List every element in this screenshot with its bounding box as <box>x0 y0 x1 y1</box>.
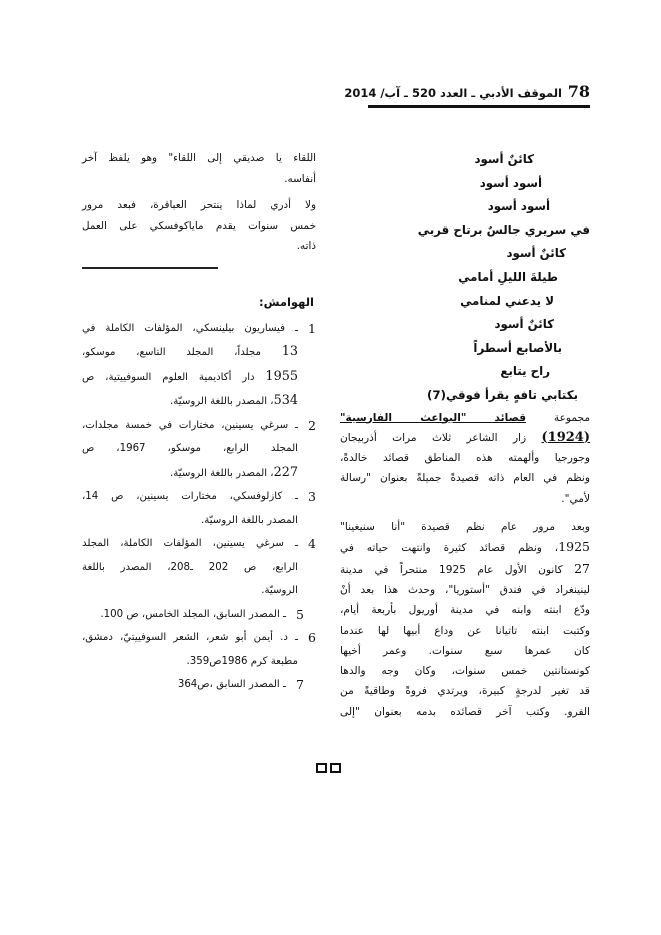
text-line: ذاته. <box>296 240 316 252</box>
text-line: اللقاء يا صديقي إلى اللقاء" وهو يلفظ آخر <box>82 152 316 164</box>
footnote: 4 ـ سرغي يسينين، المؤلفات الكاملة، المجلد الرابع، ص 202 ـ208، المصدر باللغة الروسيّة. <box>82 532 316 603</box>
section-divider <box>82 267 218 269</box>
text-line: لأمي". <box>561 492 590 505</box>
text-line: ودّع ابنته وابنه في مدينة أوريول بأربعة أيام، <box>340 604 590 617</box>
left-column <box>82 148 316 697</box>
text-line: وجورجيا وألهمته هذه المناطق قصائد خالدةً، <box>340 452 590 465</box>
collection-title: قصائد "البواعث الفارسية" <box>340 411 527 424</box>
poem-line: أسود أسود <box>487 199 550 214</box>
poem-line: كائنٌ أسود <box>494 317 554 332</box>
text-line: قد تغير لدرجةٍ كبيرة، ويرتدي فروةً وطاقيةً من <box>340 685 590 698</box>
paragraph-geniuses <box>82 195 316 257</box>
poem-line: كائنٌ أسود <box>506 246 566 261</box>
footnote-number: 1 <box>308 320 316 336</box>
poem-line: بكتابي تافهٍ يقرأ فوقي(7) <box>426 387 578 402</box>
paragraph-farewell <box>82 148 316 189</box>
square-icon <box>316 763 327 773</box>
text-line: وكتبت ابنته تاتيانا عن وداع أبيها لها عندما <box>340 624 590 637</box>
right-column <box>340 148 590 722</box>
poem-line: أسود أسود <box>479 175 542 190</box>
footnote: 6 ـ د. أيمن أبو شعر، الشعر السوفييتيّ، دمشق، مطبعة كرم 1986ص359. <box>82 626 316 673</box>
poem-line: كائنٌ أسود <box>474 152 534 166</box>
year-1924: (1924) <box>541 429 590 445</box>
poem-line: لا يدعني لمنامي <box>460 293 554 308</box>
square-icon <box>330 763 341 773</box>
text-line: وبعد مرور عام نظم قصيدة "أنا سنيغينا" <box>340 521 590 534</box>
text-line: ونظم في العام ذاته قصيدةً جميلةً بعنوان "رسالة <box>340 472 590 485</box>
text-line: خمس سنوات يقدم ماياكوفسكي على العمل <box>82 219 316 232</box>
text-line: مجموعة قصائد "البواعث الفارسية" <box>340 411 590 424</box>
text-line: كان عمرها سبع سنوات. وعمر أخيها <box>340 644 590 657</box>
footnotes-list <box>82 317 316 697</box>
footnote: 1 ـ فيساريون بيلينسكي، المؤلفات الكاملة في 13 مجلداً، المجلد التاسع، موسكو، 1955 دار أكاديمية العلوم السوفييتية، ص 534، المصدر باللغة الروسيّة. <box>82 317 316 414</box>
text-line: الفرو. وكتب آخر قصائده بدمه بعنوان "إلى <box>340 705 590 718</box>
poem-line: طيلةَ الليلِ أمامي <box>458 269 558 284</box>
paragraph-collection <box>340 408 590 509</box>
footnote: 7 ـ المصدر السابق ،ص364 <box>82 673 316 697</box>
footnote-number: 5 <box>296 606 304 622</box>
footnote-number: 3 <box>308 489 316 504</box>
footnote: 2 ـ سرغي يسينين، مختارات في خمسة مجلدات، المجلد الرابع، موسكو، 1967، ص 227، المصدر باللغة الروسيّة. <box>82 414 316 486</box>
text-line: 1925، ونظم قصائد كثيرة وانتهت حياته في <box>340 539 590 555</box>
page-number: 78 <box>567 82 590 101</box>
footnotes-title: الهوامش: <box>259 294 314 309</box>
poem <box>340 148 590 408</box>
poem-line: بالأصابع أسطراً <box>473 340 562 355</box>
text-line: لينينغراد في فندق "أستوريا"، وحدث هذا بعد أنْ <box>340 583 590 596</box>
footnote: 3 ـ كازلوفسكي، مختارات يسينين، ص 14، المصدر باللغة الروسيّة. <box>82 485 316 532</box>
poem-line: راح يتابع <box>500 364 550 379</box>
footnote-number: 2 <box>308 417 316 433</box>
footnote-number: 6 <box>308 630 316 645</box>
poem-line: في سريري جالسٌ برتاح قربي <box>417 222 590 237</box>
text-line: 27 كانون الأول عام 1925 منتحراً في مدينة <box>340 560 590 576</box>
paragraph-death <box>340 517 590 722</box>
text-line: ولا أدري لماذا ينتحر العباقرة، فبعد مرور <box>82 199 316 211</box>
text-line: (1924) زار الشاعر ثلاث مرات أذربيجان <box>340 429 590 445</box>
footnote-number: 7 <box>296 677 304 692</box>
footnote: 5 ـ المصدر السابق، المجلد الخامس، ص 100. <box>82 603 316 627</box>
journal-issue-title: الموقف الأدبي ـ العدد 520 ـ آب/ 2014 <box>344 86 562 100</box>
header-rule <box>368 105 590 108</box>
text-line: كونستانتين خمس سنوات، وكان وجه والدها <box>340 665 590 678</box>
footnote-number: 4 <box>308 536 316 551</box>
end-of-article-marks <box>316 763 346 775</box>
text-line: أنفاسه. <box>284 172 316 185</box>
